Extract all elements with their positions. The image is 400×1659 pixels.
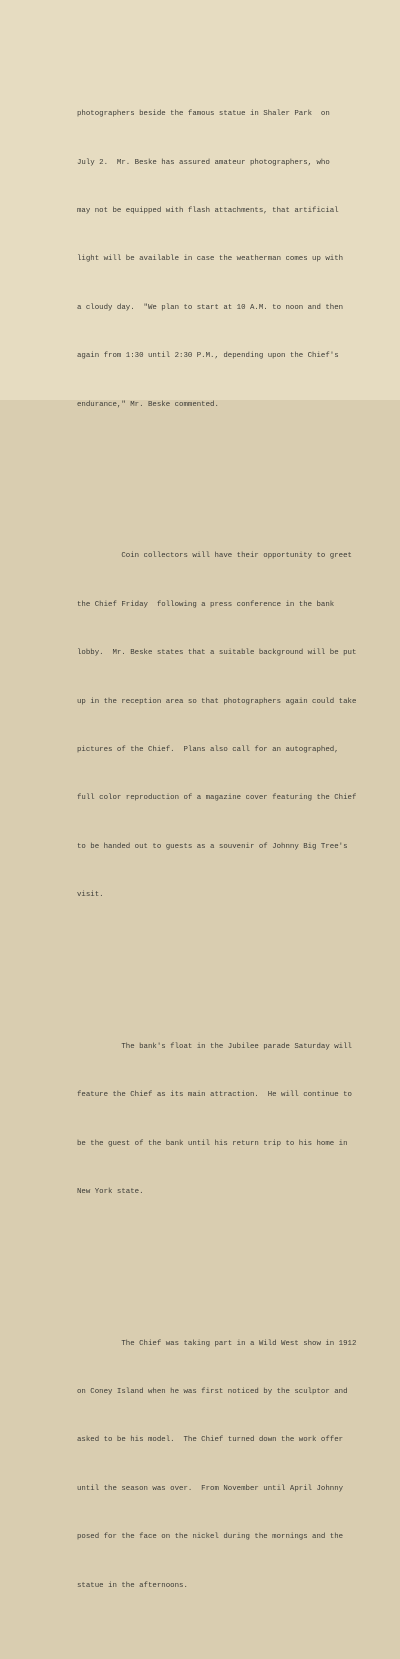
text-line: The Chief was taking part in a Wild West show in 1912 xyxy=(77,1339,357,1348)
text-line: on Coney Island when he was first noticed by the sculptor and xyxy=(77,1387,348,1396)
text-line: visit. xyxy=(77,891,104,900)
text-line: light will be available in case the weatherman comes up with xyxy=(77,255,344,264)
text-line: New York state. xyxy=(77,1188,144,1197)
text-line: statue in the afternoons. xyxy=(77,1581,188,1590)
text-line: The bank's float in the Jubilee parade Saturday will xyxy=(77,1042,352,1051)
text-line: Coin collectors will have their opportunity to greet xyxy=(77,552,352,561)
text-line: full color reproduction of a magazine cover featuring the Chief xyxy=(77,794,357,803)
text-line: again from 1:30 until 2:30 P.M., depending upon the Chief's xyxy=(77,352,339,361)
paragraph-3 xyxy=(77,1006,397,1232)
text-line: up in the reception area so that photographers again could take xyxy=(77,697,357,706)
text-line: feature the Chief as its main attraction. He will continue to xyxy=(77,1091,352,1100)
paragraph-1 xyxy=(77,25,397,445)
paragraph-4 xyxy=(77,1303,397,1626)
text-line: be the guest of the bank until his return trip to his home in xyxy=(77,1139,348,1148)
text-line: pictures of the Chief. Plans also call for an autographed, xyxy=(77,746,339,754)
paragraph-gap xyxy=(77,968,397,974)
text-line: July 2. Mr. Beske has assured amateur photographers, who xyxy=(77,158,330,167)
text-line: posed for the face on the nickel during the mornings and the xyxy=(77,1533,344,1542)
text-line: to be handed out to guests as a souvenir of Johnny Big Tree's xyxy=(77,842,348,851)
text-line: photographers beside the famous statue in Shaler Park on xyxy=(77,110,330,119)
text-line: the Chief Friday following a press conference in the bank xyxy=(77,600,335,609)
text-line: a cloudy day. "We plan to start at 10 A.M. to noon and then xyxy=(77,303,344,312)
text-line: asked to be his model. The Chief turned down the work offer xyxy=(77,1436,344,1445)
text-line: may not be equipped with flash attachments, that artificial xyxy=(77,206,339,215)
text-line: until the season was over. From November until April Johnny xyxy=(77,1484,344,1493)
paragraph-gap xyxy=(77,1265,397,1271)
text-line: lobby. Mr. Beske states that a suitable background will be put xyxy=(77,649,357,658)
page-text xyxy=(77,0,397,1659)
paragraph-gap xyxy=(77,478,397,484)
text-line xyxy=(77,58,397,74)
paragraph-2 xyxy=(77,516,397,936)
text-line: endurance," Mr. Beske commented. xyxy=(77,400,219,409)
